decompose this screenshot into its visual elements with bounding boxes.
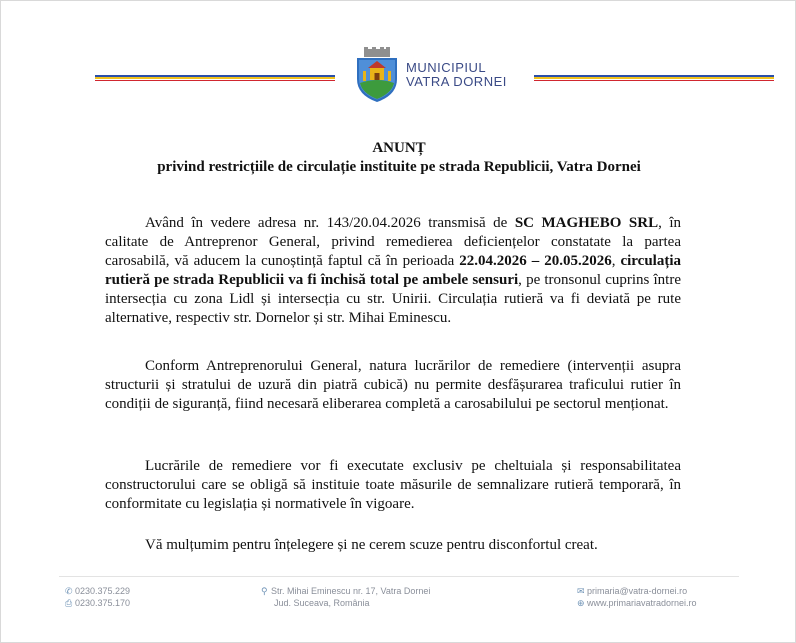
coat-of-arms-icon — [355, 47, 399, 103]
footer-address — [261, 585, 430, 597]
closure-statement: circulația rutieră pe strada Republicii va fi închisă total pe ambele sensuri — [105, 253, 682, 288]
footer-address-line1: Str. Mihai Eminescu nr. 17, Vatra Dornei — [271, 586, 431, 596]
p1-text-a: Având în vedere adresa nr. 143/20.04.2026 transmisă de — [145, 215, 515, 231]
footer-fax-text: 0230.375.170 — [75, 598, 131, 608]
announcement-title: ANUNȚ — [372, 140, 426, 156]
p1-text-b: , în calitate de Antreprenor General, privind remedierea deficiențelor constatate la partea carosabilă, vă aducem la cunoștință faptul că în perioada — [105, 215, 681, 269]
announcement-subtitle: privind restricțiile de circulație instituite pe strada Republicii, Vatra Dornei — [157, 159, 641, 175]
email-icon: ✉ — [577, 586, 585, 596]
logo-text — [406, 61, 507, 89]
p1-text-d: , pe tronsonul cuprins între intersecția cu zona Lidl și intersecția cu str. Unirii. Circulația rutieră va fi deviată pe rute alternative, respectiv str. Dornelor și str. Mihai Eminescu. — [105, 272, 681, 326]
footer-phone-text: 0230.375.229 — [75, 586, 131, 596]
paragraph-1 — [105, 214, 681, 328]
footer-email-text[interactable]: primaria@vatra-dornei.ro — [587, 586, 688, 596]
company-name: SC MAGHEBO SRL — [514, 215, 659, 231]
paragraph-4: Vă mulțumim pentru înțelegere și ne cerem scuze pentru disconfortul creat. — [145, 537, 598, 553]
footer-website-text[interactable]: www.primariavatradornei.ro — [587, 598, 697, 608]
footer-website[interactable] — [577, 597, 697, 609]
fax-icon: ⎙ — [65, 598, 73, 608]
footer-fax — [65, 597, 130, 609]
tricolor-stripe-left — [95, 75, 335, 82]
footer-divider — [59, 576, 739, 577]
footer-address-2 — [274, 597, 370, 609]
paragraph-2: Conform Antreprenorului General, natura lucrărilor de remediere (intervenții asupra structurii și stratului de uzură din piatră cubică) nu permite desfășurarea traficului rutier în condiții de siguranță, fiind necesară eliberarea completă a carosabilului pe sectorul menționat. — [105, 358, 681, 412]
phone-icon: ✆ — [65, 586, 73, 596]
footer-email[interactable] — [577, 585, 687, 597]
logo-line-city: VATRA DORNEI — [406, 74, 507, 89]
tricolor-stripe-right — [534, 75, 774, 82]
closure-period: 22.04.2026 – 20.05.2026 — [459, 253, 612, 269]
location-pin-icon: ⚲ — [261, 586, 268, 596]
paragraph-3: Lucrările de remediere vor fi executate exclusiv pe cheltuiala și responsabilitatea constructorului care se obligă să instituie toate măsurile de semnalizare rutieră temporară, în conformitate cu legislația și normativele în vigoare. — [105, 458, 681, 512]
globe-icon: ⊕ — [577, 598, 585, 608]
p1-text-c: , — [611, 253, 621, 269]
footer-phone — [65, 585, 130, 597]
footer-address-line2: Jud. Suceava, România — [274, 598, 370, 608]
logo-line-municipiul: MUNICIPIUL — [406, 60, 487, 75]
